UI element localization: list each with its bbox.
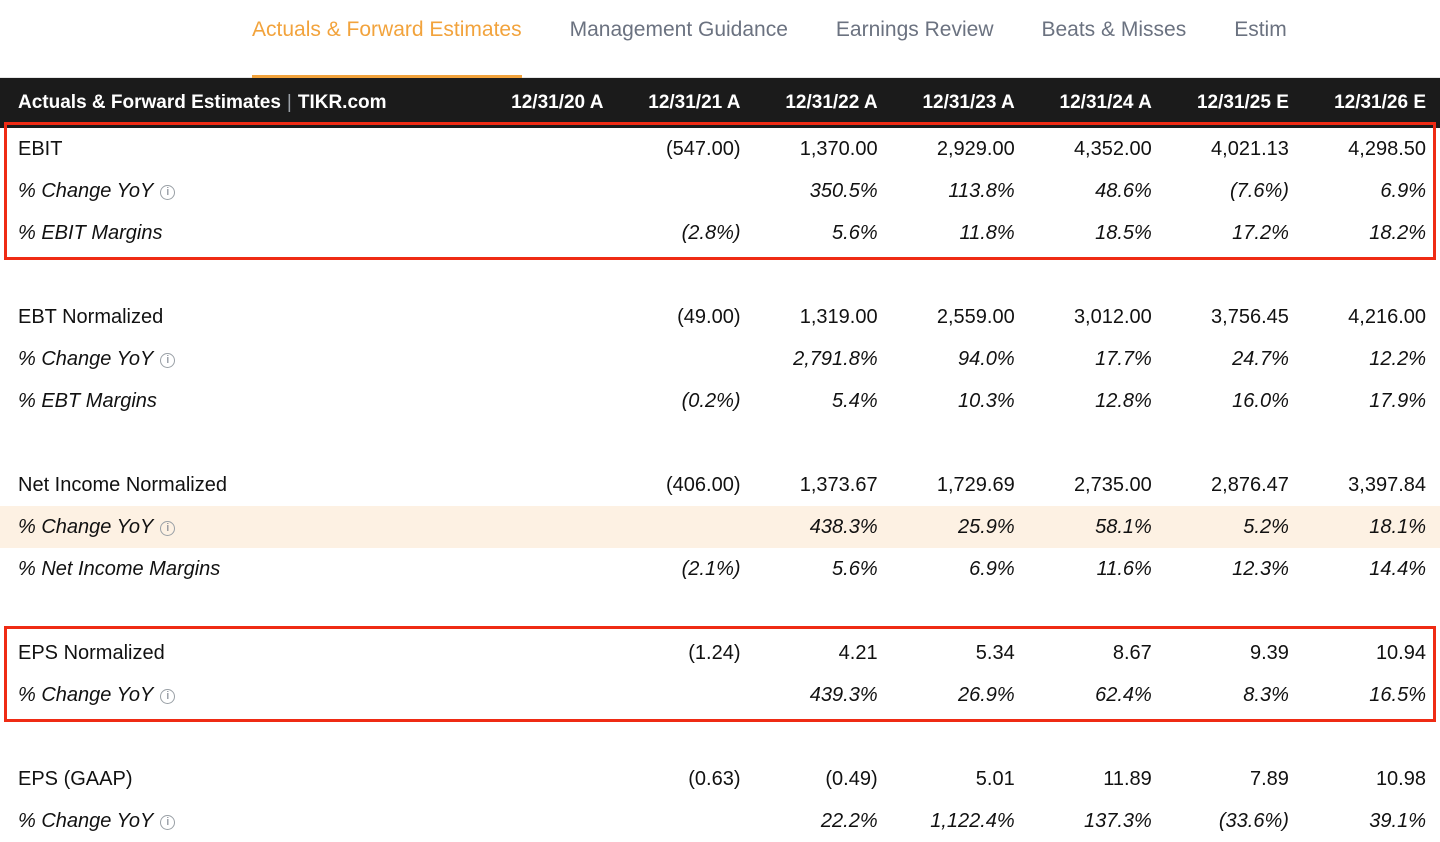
table-cell: 24.7% — [1232, 347, 1289, 370]
column-header-0[interactable]: 12/31/20 A — [480, 78, 617, 128]
table-cell: 4,021.13 — [1211, 137, 1289, 160]
table-cell: 1,373.67 — [799, 473, 878, 496]
table-cell: 1,122.4% — [930, 809, 1015, 832]
row-label — [0, 800, 480, 842]
table-cell: 14.4% — [1369, 557, 1426, 580]
table-cell: 350.5% — [809, 179, 878, 202]
table-cell: 22.2% — [820, 809, 878, 832]
table-cell: 9.39 — [1249, 641, 1289, 664]
row-label-text: % Net Income Margins — [18, 557, 221, 580]
row-label — [0, 632, 480, 674]
table-cell: 11.8% — [959, 221, 1015, 244]
row-label-text: % Change YoY — [18, 809, 154, 832]
row-label — [0, 296, 480, 338]
table-title: Actuals & Forward Estimates — [18, 92, 281, 113]
column-header-6[interactable]: 12/31/26 E — [1303, 78, 1440, 128]
row-label-text: % Change YoY — [18, 683, 154, 706]
row-label — [0, 758, 480, 800]
table-cell: 10.3% — [957, 389, 1015, 412]
table-cell: 12.2% — [1369, 347, 1426, 370]
column-header-4[interactable]: 12/31/24 A — [1029, 78, 1166, 128]
table-cell: 18.2% — [1369, 221, 1426, 244]
table-cell — [480, 212, 617, 254]
table-cell: 48.6% — [1095, 179, 1152, 202]
table-cell — [617, 170, 754, 212]
info-icon[interactable]: i — [160, 689, 175, 704]
row-label-text: EBT Normalized — [18, 305, 164, 328]
row-label-text: % EBT Margins — [18, 389, 157, 412]
table-cell: 10.94 — [1375, 641, 1426, 664]
table-cell: (7.6%) — [1229, 179, 1289, 202]
table-cell — [480, 674, 617, 716]
table-cell: 5.6% — [832, 557, 878, 580]
table-header — [0, 78, 1440, 128]
table-cell: 17.7% — [1095, 347, 1152, 370]
table-cell — [480, 380, 617, 422]
table-cell: 4,352.00 — [1073, 137, 1152, 160]
table-cell: 4.21 — [838, 641, 878, 664]
spacer-cell — [0, 422, 1440, 464]
table-cell: (547.00) — [666, 137, 741, 160]
tab-label: Beats & Misses — [1041, 18, 1187, 41]
info-icon[interactable]: i — [160, 353, 175, 368]
table-cell: 12.3% — [1232, 557, 1289, 580]
row-label-text: Net Income Normalized — [18, 473, 227, 496]
table-cell — [617, 506, 754, 548]
table-cell — [480, 464, 617, 506]
tab-bar — [0, 0, 1440, 78]
table-cell: 4,216.00 — [1348, 305, 1426, 328]
table-row-spacer — [0, 590, 1440, 632]
row-label-text: % Change YoY — [18, 515, 154, 538]
row-label — [0, 338, 480, 380]
tab-earnings-review[interactable] — [812, 0, 1018, 78]
table-cell: 2,929.00 — [936, 137, 1015, 160]
tab-beats-misses[interactable] — [1017, 0, 1210, 78]
table-cell — [480, 758, 617, 800]
table-cell: 2,735.00 — [1073, 473, 1152, 496]
table-cell: (2.1%) — [681, 557, 741, 580]
row-label — [0, 506, 480, 548]
table-row-spacer — [0, 254, 1440, 296]
financials-table — [0, 78, 1440, 842]
info-icon[interactable]: i — [160, 521, 175, 536]
table-row[interactable] — [0, 338, 1440, 380]
table-cell: 113.8% — [948, 179, 1015, 202]
table-cell: (49.00) — [677, 305, 741, 328]
table-cell: 3,012.00 — [1073, 305, 1152, 328]
table-row[interactable] — [0, 548, 1440, 590]
table-title-cell — [0, 78, 480, 128]
table-cell: 8.67 — [1112, 641, 1152, 664]
table-cell: 5.4% — [832, 389, 878, 412]
financials-table-wrapper — [0, 78, 1440, 842]
table-cell: 2,791.8% — [793, 347, 878, 370]
table-cell: 11.89 — [1103, 767, 1152, 790]
row-label — [0, 548, 480, 590]
spacer-cell — [0, 590, 1440, 632]
row-label — [0, 128, 480, 170]
table-row[interactable] — [0, 758, 1440, 800]
column-header-1[interactable]: 12/31/21 A — [617, 78, 754, 128]
table-cell: 25.9% — [892, 506, 1029, 548]
row-label — [0, 212, 480, 254]
tab-actuals-forward-estimates[interactable] — [228, 0, 546, 78]
table-row[interactable] — [0, 380, 1440, 422]
row-label-text: EPS (GAAP) — [18, 767, 133, 790]
table-cell: 10.98 — [1375, 767, 1426, 790]
table-row[interactable] — [0, 170, 1440, 212]
table-cell: 62.4% — [1095, 683, 1152, 706]
table-cell: 1,319.00 — [799, 305, 878, 328]
table-cell: 2,559.00 — [936, 305, 1015, 328]
table-cell: 17.9% — [1369, 389, 1426, 412]
table-cell: 1,370.00 — [799, 137, 878, 160]
table-cell: 18.1% — [1303, 506, 1440, 548]
table-source: TIKR.com — [297, 92, 387, 113]
table-cell: 58.1% — [1029, 506, 1166, 548]
table-cell: 6.9% — [1380, 179, 1426, 202]
table-cell — [480, 296, 617, 338]
table-row[interactable] — [0, 212, 1440, 254]
table-cell: 3,397.84 — [1348, 473, 1426, 496]
table-cell: 5.6% — [832, 221, 878, 244]
table-cell: 3,756.45 — [1211, 305, 1289, 328]
table-cell — [480, 338, 617, 380]
table-cell: 17.2% — [1232, 221, 1289, 244]
table-row[interactable] — [0, 296, 1440, 338]
table-row[interactable] — [0, 464, 1440, 506]
table-cell — [617, 674, 754, 716]
table-cell: (2.8%) — [681, 221, 741, 244]
table-cell: 11.6% — [1096, 557, 1152, 580]
title-separator: | — [286, 92, 292, 113]
spacer-cell — [0, 254, 1440, 296]
row-label-text: % Change YoY — [18, 347, 154, 370]
table-cell: 16.0% — [1232, 389, 1289, 412]
info-icon[interactable]: i — [160, 815, 175, 830]
table-cell: 12.8% — [1095, 389, 1152, 412]
table-cell: 5.34 — [975, 641, 1015, 664]
table-row[interactable] — [0, 800, 1440, 842]
table-cell — [617, 338, 754, 380]
table-cell: 26.9% — [957, 683, 1015, 706]
table-cell: 8.3% — [1243, 683, 1289, 706]
tab-label: Actuals & Forward Estimates — [252, 18, 522, 41]
table-cell: 1,729.69 — [936, 473, 1015, 496]
table-cell: 6.9% — [969, 557, 1015, 580]
row-label — [0, 380, 480, 422]
info-icon[interactable]: i — [160, 185, 175, 200]
row-label — [0, 464, 480, 506]
table-row-spacer — [0, 422, 1440, 464]
table-row[interactable] — [0, 506, 1440, 548]
table-cell — [480, 632, 617, 674]
table-cell: 2,876.47 — [1211, 473, 1289, 496]
column-header-5[interactable]: 12/31/25 E — [1166, 78, 1303, 128]
table-cell: 7.89 — [1249, 767, 1289, 790]
table-cell: 439.3% — [809, 683, 878, 706]
table-cell — [480, 128, 617, 170]
row-label — [0, 170, 480, 212]
table-cell — [480, 506, 617, 548]
table-cell: 94.0% — [957, 347, 1015, 370]
table-cell: 5.01 — [975, 767, 1015, 790]
table-cell: 39.1% — [1369, 809, 1426, 832]
table-cell: (33.6%) — [1218, 809, 1289, 832]
tab-label: Earnings Review — [835, 18, 994, 41]
table-cell — [480, 800, 617, 842]
table-cell: (0.2%) — [681, 389, 741, 412]
table-cell: 5.2% — [1166, 506, 1303, 548]
table-cell — [480, 548, 617, 590]
row-label-text: % EBIT Margins — [18, 221, 163, 244]
row-label-text: EPS Normalized — [18, 641, 165, 664]
table-cell: (406.00) — [666, 473, 741, 496]
table-header-row — [0, 78, 1440, 128]
table-body — [0, 128, 1440, 842]
table-cell: 137.3% — [1083, 809, 1152, 832]
column-header-2[interactable]: 12/31/22 A — [755, 78, 892, 128]
spacer-cell — [0, 716, 1440, 758]
table-cell — [480, 170, 617, 212]
table-cell: 438.3% — [755, 506, 892, 548]
table-cell — [617, 800, 754, 842]
tab-management-guidance[interactable] — [546, 0, 812, 78]
tab-label: Management Guidance — [569, 18, 788, 41]
tab-estimates[interactable] — [1210, 0, 1311, 78]
table-cell: 18.5% — [1095, 221, 1152, 244]
table-cell: (0.63) — [688, 767, 741, 790]
tab-label: Estim — [1234, 18, 1287, 41]
row-label-text: EBIT — [18, 137, 63, 160]
table-cell: (0.49) — [825, 767, 878, 790]
row-label — [0, 674, 480, 716]
table-row[interactable] — [0, 632, 1440, 674]
column-header-3[interactable]: 12/31/23 A — [892, 78, 1029, 128]
table-cell: 4,298.50 — [1348, 137, 1426, 160]
table-row-spacer — [0, 716, 1440, 758]
table-row[interactable] — [0, 674, 1440, 716]
row-label-text: % Change YoY — [18, 179, 154, 202]
table-cell: (1.24) — [688, 641, 741, 664]
table-cell: 16.5% — [1369, 683, 1426, 706]
table-row[interactable] — [0, 128, 1440, 170]
